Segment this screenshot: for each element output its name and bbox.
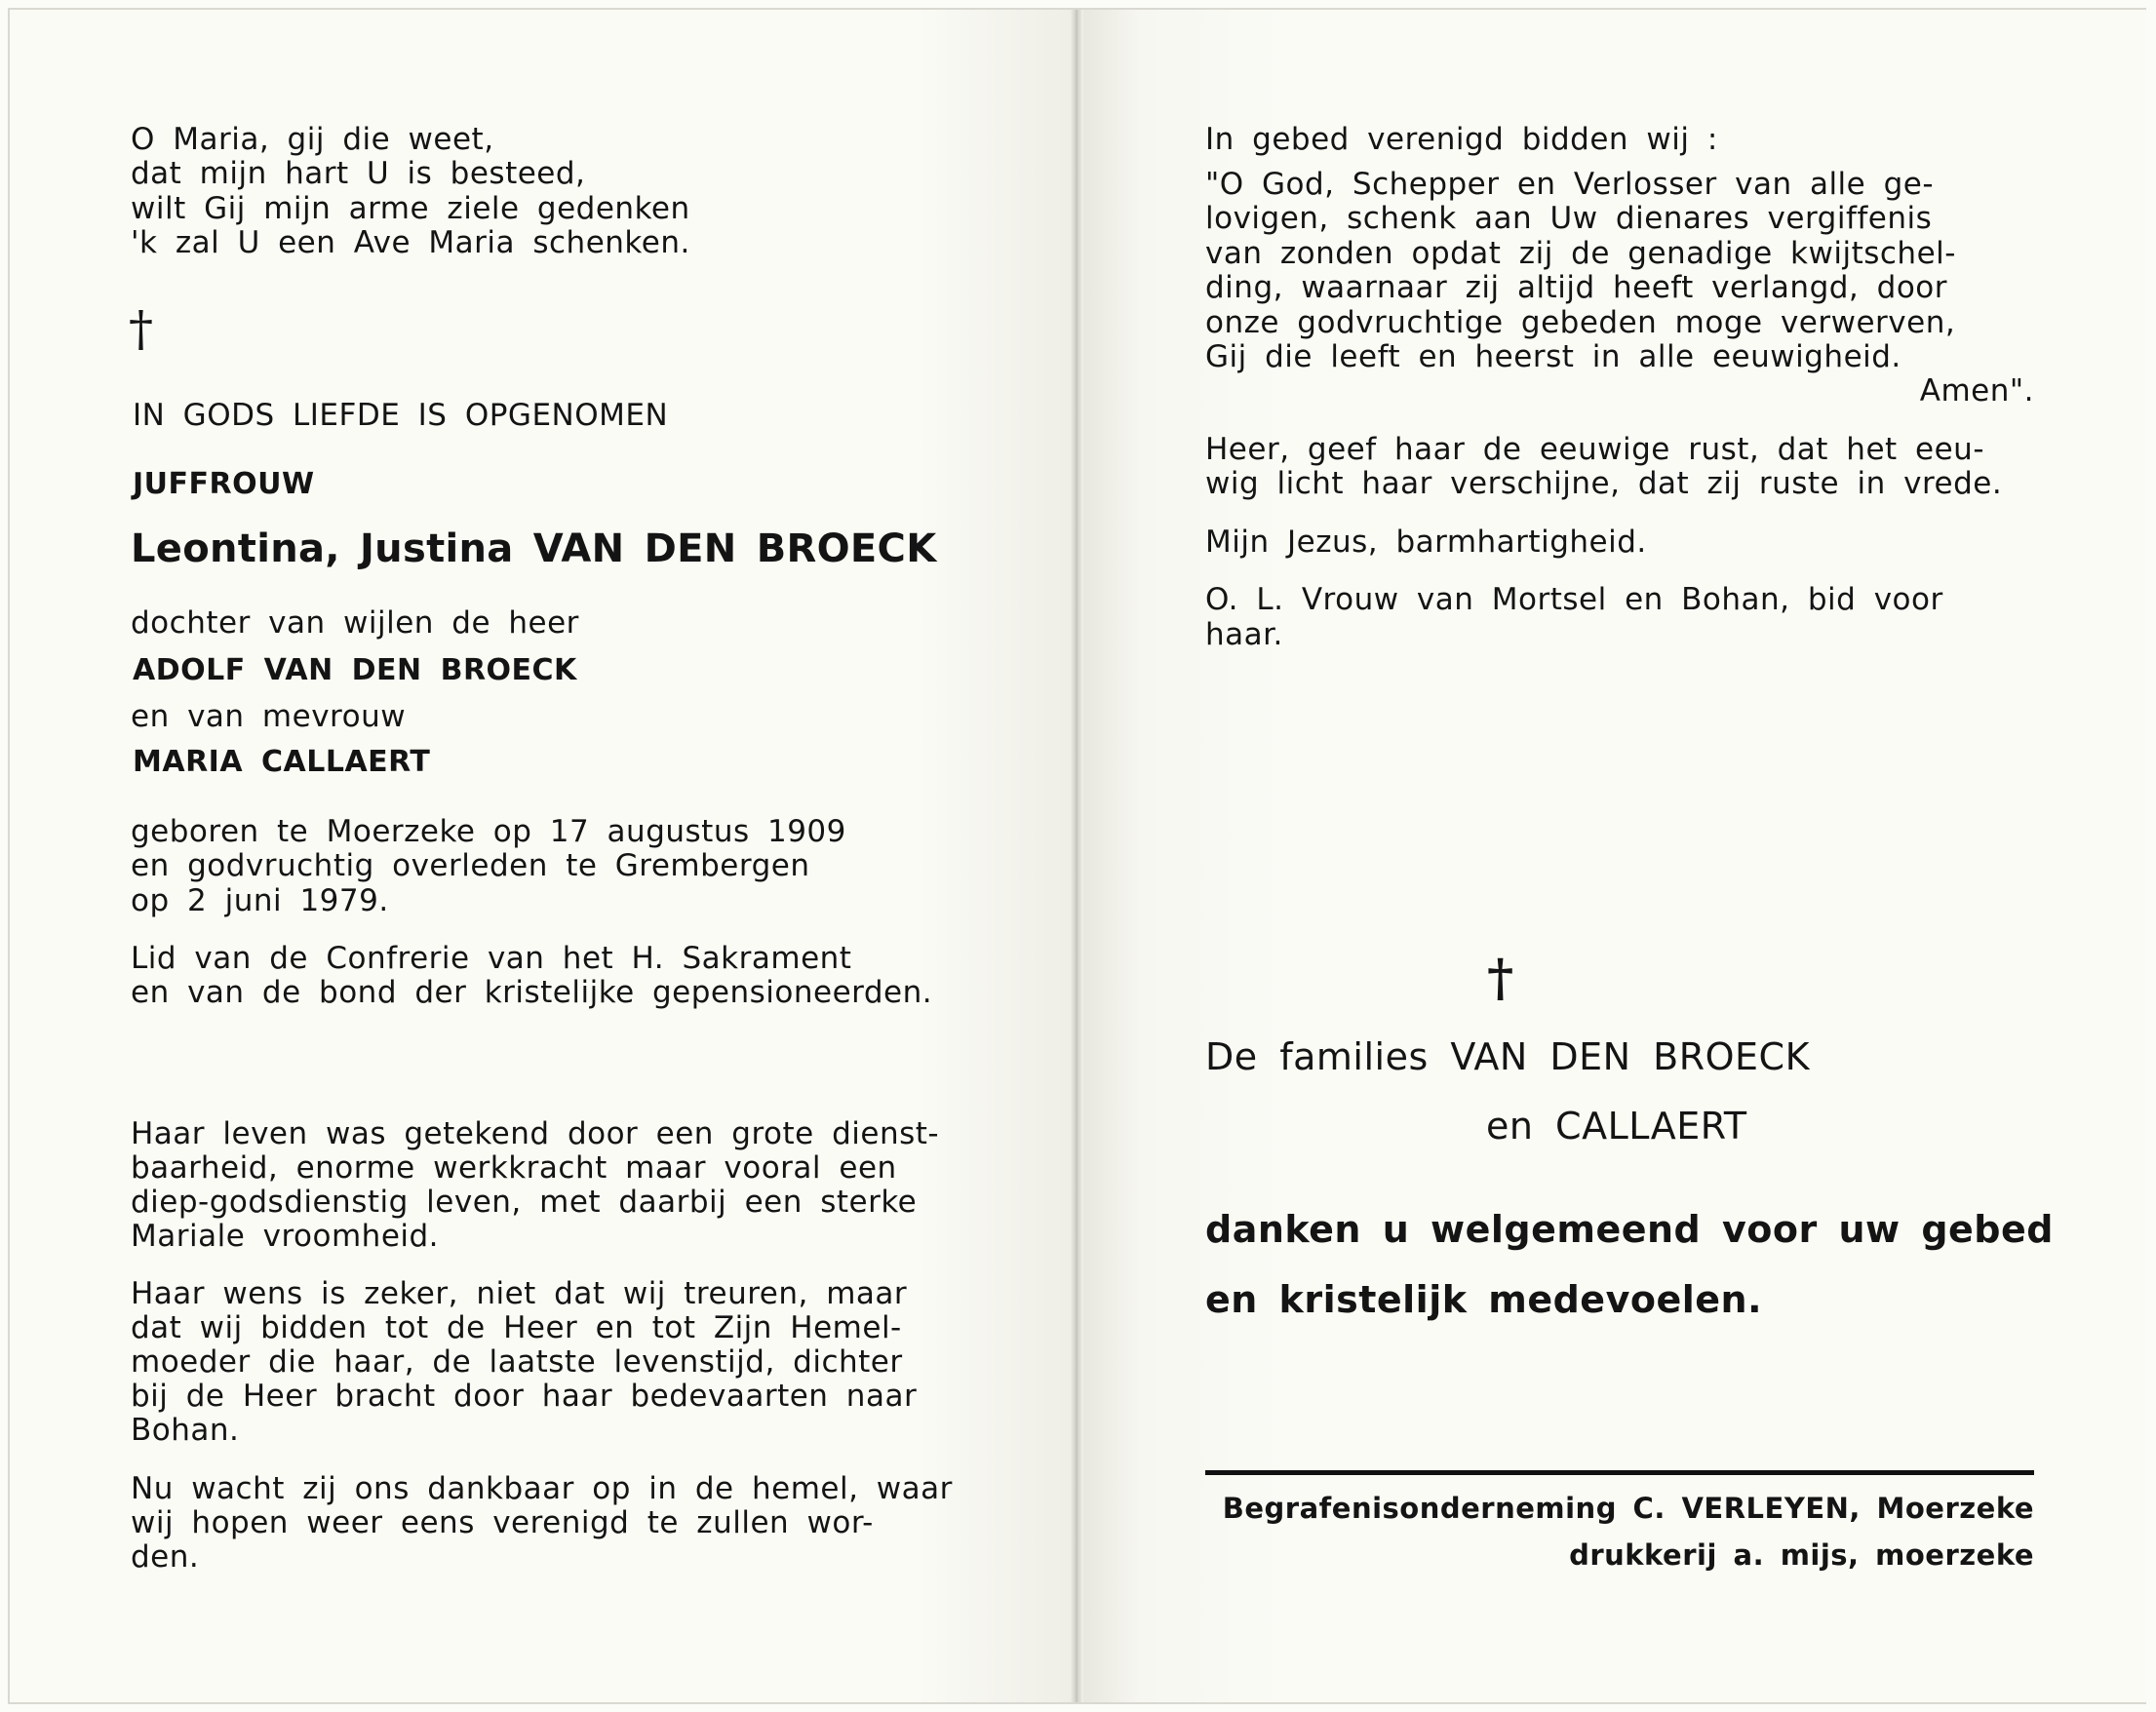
intro-text: IN GODS LIEFDE IS OPGENOMEN <box>133 398 669 433</box>
prayer-line: "O God, Schepper en Verlosser van alle ge- <box>1205 167 1935 202</box>
daughter-of: dochter van wijlen de heer <box>131 605 579 641</box>
heaven-line: den. <box>131 1539 200 1575</box>
heaven-line: Nu wacht zij ons dankbaar op in de hemel, waar <box>131 1471 953 1506</box>
membership-line: Lid van de Confrerie van het H. Sakrament <box>131 941 852 976</box>
life-description-line: Haar leven was getekend door een grote dienst- <box>131 1116 940 1151</box>
prayer-intro: In gebed verenigd bidden wij : <box>1205 122 1718 157</box>
lady-invocation-line: haar. <box>1205 617 1283 652</box>
life-dates-line: op 2 juni 1979. <box>131 883 389 918</box>
poem-line: 'k zal U een Ave Maria schenken. <box>131 225 690 260</box>
families-line: en CALLAERT <box>1486 1105 1747 1148</box>
jesus-invocation: Mijn Jezus, barmhartigheid. <box>1205 525 1647 560</box>
poem-line: dat mijn hart U is besteed, <box>131 156 586 191</box>
heaven-line: wij hopen weer eens verenigd te zullen wor- <box>131 1505 874 1540</box>
prayer-line: van zonden opdat zij de genadige kwijtschel- <box>1205 236 1956 271</box>
cross-icon: † <box>1487 949 1514 1008</box>
wish-line: Bohan. <box>131 1413 240 1448</box>
membership-line: en van de bond der kristelijke gepensioneerden. <box>131 975 933 1010</box>
thanks-line: danken u welgemeend voor uw gebed <box>1205 1208 2054 1251</box>
families-line: De families VAN DEN BROECK <box>1205 1035 1811 1078</box>
life-description-line: baarheid, enorme werkkracht maar vooral een <box>131 1150 897 1186</box>
lady-invocation-line: O. L. Vrouw van Mortsel en Bohan, bid voor <box>1205 582 1943 617</box>
life-dates-line: en godvruchtig overleden te Grembergen <box>131 848 810 883</box>
life-description-line: diep-godsdienstig leven, met daarbij een sterke <box>131 1185 918 1220</box>
cross-icon: † <box>129 300 153 357</box>
poem-line: O Maria, gij die weet, <box>131 122 494 157</box>
wish-line: dat wij bidden tot de Heer en tot Zijn Hemel- <box>131 1310 902 1345</box>
rest-prayer-line: Heer, geef haar de eeuwige rust, dat het eeu- <box>1205 432 1985 467</box>
card-fold <box>1070 10 1083 1702</box>
mother-name: MARIA CALLAERT <box>133 745 431 779</box>
honorific: JUFFROUW <box>133 467 315 501</box>
amen-text: Amen". <box>1919 373 2034 409</box>
wish-line: moeder die haar, de laatste levenstijd, dichter <box>131 1344 903 1380</box>
poem-line: wilt Gij mijn arme ziele gedenken <box>131 191 690 226</box>
divider-rule <box>1205 1470 2034 1475</box>
life-description-line: Mariale vroomheid. <box>131 1219 440 1254</box>
prayer-line: lovigen, schenk aan Uw dienares vergiffenis <box>1205 201 1933 236</box>
prayer-line: ding, waarnaar zij altijd heeft verlangd, door <box>1205 270 1947 305</box>
undertaker-credit: Begrafenisonderneming C. VERLEYEN, Moerzeke <box>1222 1492 2034 1525</box>
printer-credit: drukkerij a. mijs, moerzeke <box>1569 1538 2034 1572</box>
prayer-line: Gij die leeft en heerst in alle eeuwigheid. <box>1205 339 1901 374</box>
father-name: ADOLF VAN DEN BROECK <box>133 653 577 687</box>
rest-prayer-line: wig licht haar verschijne, dat zij ruste in vrede. <box>1205 466 2003 501</box>
thanks-line: en kristelijk medevoelen. <box>1205 1278 1763 1321</box>
and-of: en van mevrouw <box>131 699 407 734</box>
life-dates-line: geboren te Moerzeke op 17 augustus 1909 <box>131 814 846 849</box>
prayer-line: onze godvruchtige gebeden moge verwerven, <box>1205 305 1956 340</box>
wish-line: Haar wens is zeker, niet dat wij treuren, maar <box>131 1276 908 1311</box>
wish-line: bij de Heer bracht door haar bedevaarten naar <box>131 1379 918 1414</box>
deceased-name: Leontina, Justina VAN DEN BROECK <box>131 526 937 571</box>
